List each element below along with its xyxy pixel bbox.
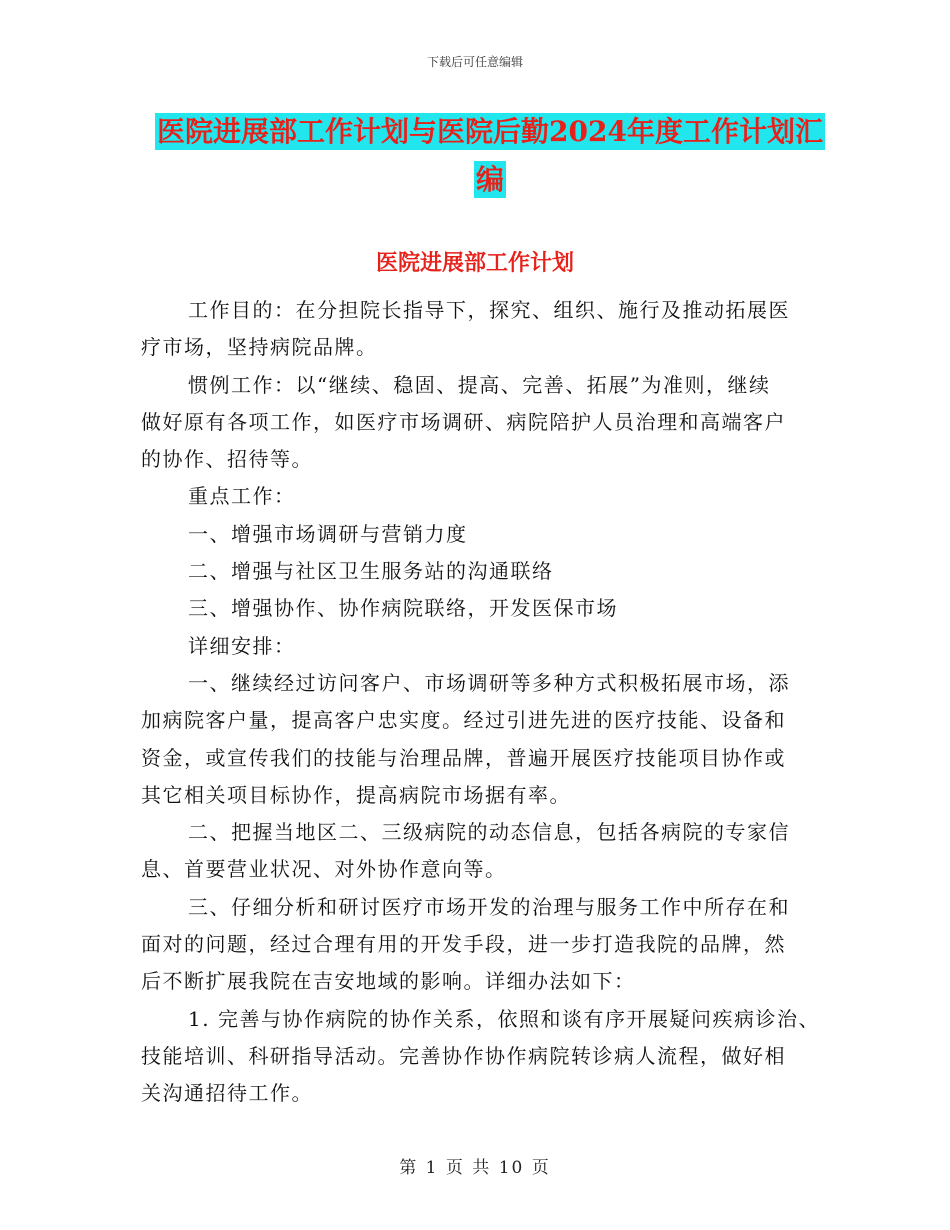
body-text bbox=[141, 292, 831, 1113]
paragraph-line: 面对的问题，经过合理有用的开发手段，进一步打造我院的品牌，然 bbox=[141, 932, 786, 957]
document-title bbox=[150, 108, 830, 204]
paragraph-line: 三、仔细分析和研讨医疗市场开发的治理与服务工作中所存在和 bbox=[188, 894, 790, 919]
paragraph-line: 技能培训、科研指导活动。完善协作协作病院转诊病人流程，做好相 bbox=[141, 1043, 786, 1068]
page-footer: 第 1 页 共 10 页 bbox=[399, 1158, 551, 1178]
paragraph-line: 二、把握当地区二、三级病院的动态信息，包括各病院的专家信 bbox=[188, 820, 790, 845]
header-note: 下载后可任意编辑 bbox=[426, 55, 523, 69]
paragraph-line: 息、首要营业状况、对外协作意向等。 bbox=[141, 857, 507, 882]
paragraph-line: 惯例工作：以“继续、稳固、提高、完善、拓展”为准则，继续 bbox=[188, 372, 771, 397]
title-line-1: 医院进展部工作计划与医院后勤2024年度工作计划汇 bbox=[157, 115, 823, 148]
paragraph-line: 的协作、招待等。 bbox=[141, 447, 313, 472]
paragraph-line: 资金，或宣传我们的技能与治理品牌，普遍开展医疗技能项目协作或 bbox=[141, 745, 786, 770]
title-line-2: 编 bbox=[475, 163, 504, 196]
paragraph-line: 二、增强与社区卫生服务站的沟通联络 bbox=[188, 559, 554, 584]
paragraph-line: 三、增强协作、协作病院联络，开发医保市场 bbox=[188, 596, 618, 621]
paragraph-line: 后不断扩展我院在吉安地域的影响。详细办法如下： bbox=[141, 969, 636, 994]
paragraph-line: 关沟通招待工作。 bbox=[141, 1081, 313, 1106]
paragraph-line: 加病院客户量，提高客户忠实度。经过引进先进的医疗技能、设备和 bbox=[141, 708, 786, 733]
paragraph-line: 一、继续经过访问客户、市场调研等多种方式积极拓展市场，添 bbox=[188, 670, 790, 695]
paragraph-line: 详细安排： bbox=[188, 633, 296, 658]
paragraph-line: 其它相关项目标协作，提高病院市场据有率。 bbox=[141, 782, 571, 807]
paragraph-line: 一、增强市场调研与营销力度 bbox=[188, 521, 468, 546]
paragraph-line: 疗市场，坚持病院品牌。 bbox=[141, 335, 378, 360]
section-title: 医院进展部工作计划 bbox=[375, 250, 574, 276]
paragraph-line: 工作目的：在分担院长指导下，探究、组织、施行及推动拓展医 bbox=[188, 298, 790, 322]
paragraph-line: 1. 完善与协作病院的协作关系，依照和谈有序开展疑问疾病诊治、 bbox=[188, 1006, 820, 1031]
paragraph-line: 重点工作： bbox=[188, 484, 296, 509]
paragraph-line: 做好原有各项工作，如医疗市场调研、病院陪护人员治理和高端客户 bbox=[141, 409, 786, 434]
